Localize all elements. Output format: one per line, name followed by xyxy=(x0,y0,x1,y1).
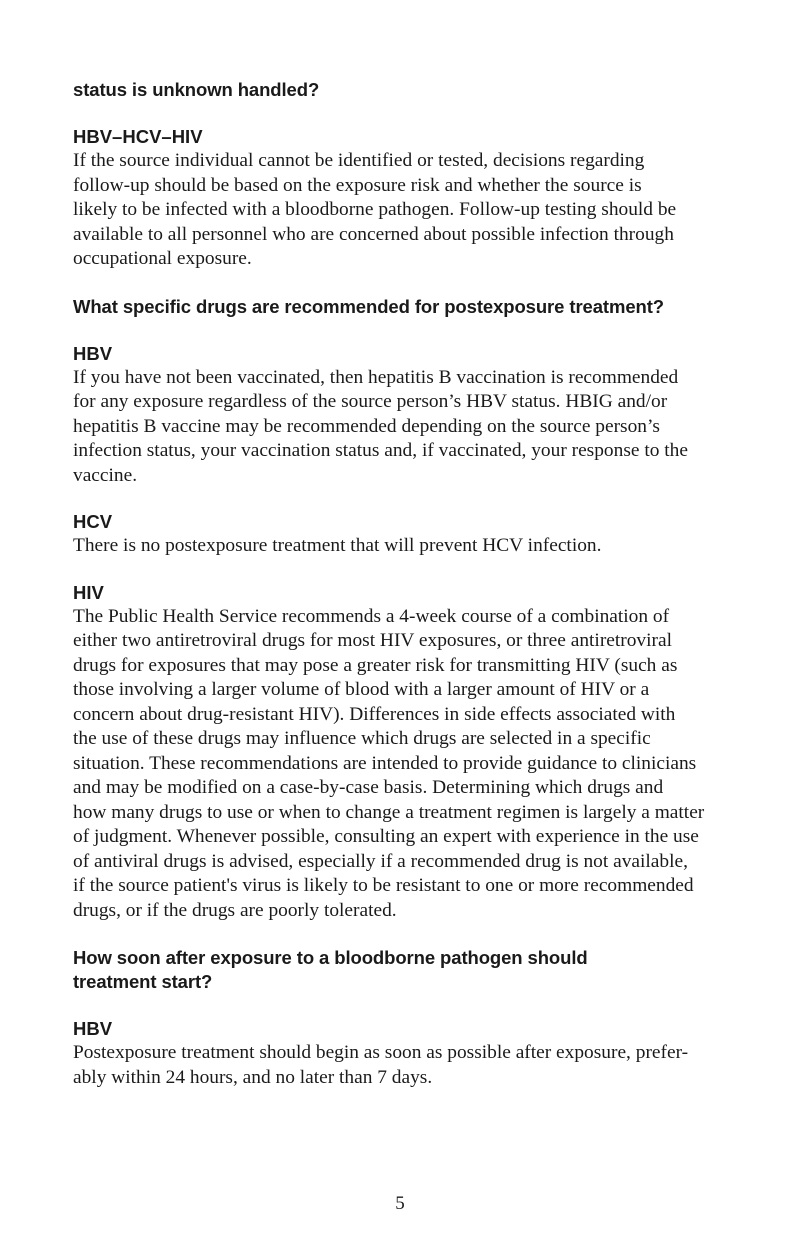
text-line: There is no postexposure treatment that will prevent HCV infection. xyxy=(73,535,602,556)
text-line: Postexposure treatment should begin as soon as possible after exposure, prefer- xyxy=(73,1042,689,1063)
text-line: either two antiretroviral drugs for most HIV exposures, or three antiretroviral xyxy=(73,630,672,651)
text-line: likely to be infected with a bloodborne pathogen. Follow-up testing should be xyxy=(73,199,677,220)
page-number: 5 xyxy=(395,1193,405,1214)
text-line: those involving a larger volume of blood with a larger amount of HIV or a xyxy=(73,679,650,700)
document-page xyxy=(73,78,733,1090)
text-line: If the source individual cannot be identified or tested, decisions regarding xyxy=(73,150,645,171)
text-line: drugs for exposures that may pose a greater risk for transmitting HIV (such as xyxy=(73,654,678,676)
text-line: of antiviral drugs is advised, especially if a recommended drug is not available, xyxy=(73,850,688,872)
label-hiv: HIV xyxy=(73,581,104,603)
paragraph-hbv-timing xyxy=(73,1041,733,1090)
text-line: If you have not been vaccinated, then hepatitis B vaccination is recommended xyxy=(73,366,679,388)
paragraph-hbv-drugs xyxy=(73,366,733,489)
label-hbv-timing: HBV xyxy=(73,1018,113,1039)
question-heading-source-unknown: status is unknown handled? xyxy=(73,79,320,100)
paragraph-source-unknown xyxy=(73,149,733,272)
text-line: The Public Health Service recommends a 4-week course of a combination of xyxy=(73,605,670,627)
text-line: infection status, your vaccination status and, if vaccinated, your response to the xyxy=(73,440,688,461)
text-line: available to all personnel who are concerned about possible infection through xyxy=(73,223,674,245)
heading-line: How soon after exposure to a bloodborne pathogen should xyxy=(73,947,588,968)
text-line: drugs, or if the drugs are poorly tolerated. xyxy=(73,899,397,921)
text-line: for any exposure regardless of the source person’s HBV status. HBIG and/or xyxy=(73,391,668,412)
paragraph-hcv-drugs xyxy=(73,534,733,559)
question-heading-specific-drugs: What specific drugs are recommended for postexposure treatment? xyxy=(73,295,664,317)
question-heading-how-soon xyxy=(73,946,733,994)
text-line: how many drugs to use or when to change a treatment regimen is largely a matter xyxy=(73,801,705,823)
heading-line: treatment start? xyxy=(73,971,213,992)
text-line: ably within 24 hours, and no later than 7 days. xyxy=(73,1066,433,1088)
text-line: situation. These recommendations are intended to provide guidance to clinicians xyxy=(73,752,697,774)
label-hbv-hcv-hiv: HBV–HCV–HIV xyxy=(73,126,203,147)
text-line: concern about drug-resistant HIV). Differences in side effects associated with xyxy=(73,703,676,725)
text-line: if the source patient's virus is likely to be resistant to one or more recommended xyxy=(73,875,694,896)
text-line: hepatitis B vaccine may be recommended depending on the source person’s xyxy=(73,415,660,437)
paragraph-hiv-drugs xyxy=(73,605,733,924)
text-line: vaccine. xyxy=(73,464,138,486)
text-line: follow-up should be based on the exposure risk and whether the source is xyxy=(73,174,642,196)
label-hbv: HBV xyxy=(73,342,113,364)
text-line: of judgment. Whenever possible, consulting an expert with experience in the use xyxy=(73,826,699,847)
text-line: the use of these drugs may influence which drugs are selected in a specific xyxy=(73,728,651,749)
label-hcv: HCV xyxy=(73,511,113,532)
text-line: occupational exposure. xyxy=(73,248,252,269)
text-line: and may be modified on a case-by-case basis. Determining which drugs and xyxy=(73,777,664,798)
